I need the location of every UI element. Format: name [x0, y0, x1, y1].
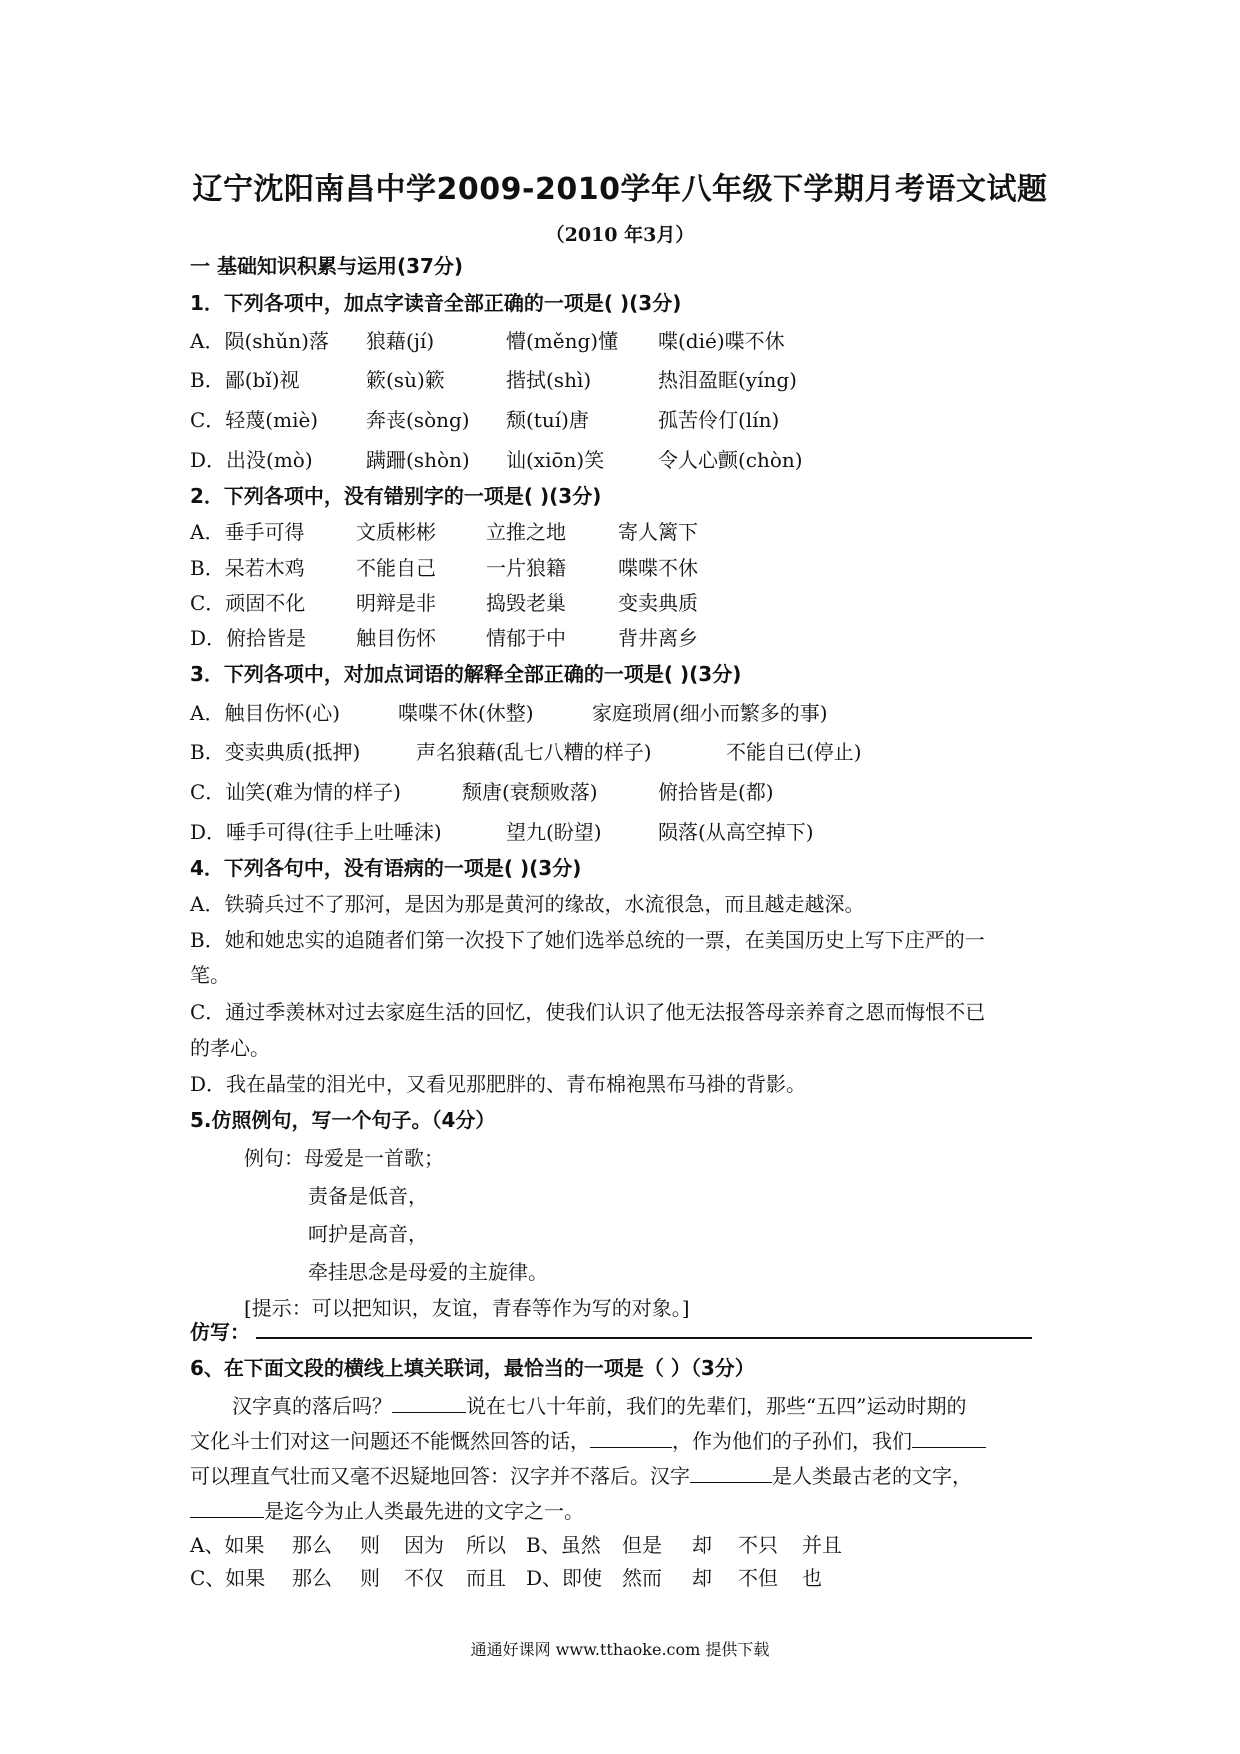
q6-ab-2: 那么: [292, 1533, 332, 1557]
question-5-stem: 5.仿照例句，写一个句子。（4分）: [190, 1108, 496, 1132]
q6-text-1b: 说在七八十年前，我们的先辈们，那些“五四”运动时期的: [466, 1394, 967, 1418]
q6-passage-line4: [190, 1499, 584, 1521]
q2-b-4: 喋喋不休: [618, 556, 698, 580]
q6-cd-8: 却: [692, 1566, 712, 1590]
q1-a-1: A．陨(shǔn)落: [190, 329, 329, 353]
q6-blank-1[interactable]: [392, 1394, 466, 1413]
q6-cd-5: 而且: [466, 1566, 506, 1590]
q3-c-1: C．讪笑(难为情的样子): [190, 780, 401, 804]
q6-ab-7: 但是: [622, 1533, 662, 1557]
q6-passage-line2: [190, 1429, 986, 1451]
q6-cd-4: 不仅: [404, 1566, 444, 1590]
q5-example-line2: 责备是低音，: [308, 1184, 428, 1208]
question-6-stem: 6、在下面文段的横线上填关联词，最恰当的一项是（ ）（3分）: [190, 1356, 755, 1380]
q3-b-1: B．变卖典质(抵押): [190, 740, 361, 764]
q4-option-b-line2: 笔。: [190, 963, 230, 987]
q3-d-1: D．唾手可得(往手上吐唾沫): [190, 820, 442, 844]
q4-option-a: A．铁骑兵过不了那河，是因为那是黄河的缘故，水流很急，而且越走越深。: [190, 892, 865, 916]
q1-b-3: 揩拭(shì): [506, 368, 592, 392]
q1-a-2: 狼藉(jí): [366, 329, 435, 353]
q6-cd-6: D、即使: [526, 1566, 603, 1590]
question-3-stem: 3．下列各项中，对加点词语的解释全部正确的一项是( )(3分): [190, 662, 742, 686]
q3-b-2: 声名狼藉(乱七八糟的样子): [416, 740, 652, 764]
q2-d-1: D．俯拾皆是: [190, 626, 307, 650]
q2-d-2: 触目伤怀: [356, 626, 436, 650]
q5-answer-line[interactable]: [256, 1337, 1032, 1339]
question-4-stem: 4．下列各句中，没有语病的一项是( )(3分): [190, 856, 582, 880]
section-heading: 一 基础知识积累与运用(37分): [190, 254, 464, 278]
q6-text-2a: 文化斗士们对这一问题还不能慨然回答的话，: [190, 1429, 590, 1453]
q2-b-3: 一片狼籍: [486, 556, 566, 580]
q6-cd-7: 然而: [622, 1566, 662, 1590]
q6-ab-4: 因为: [404, 1533, 444, 1557]
q6-ab-3: 则: [360, 1533, 380, 1557]
q3-d-2: 望九(盼望): [506, 820, 602, 844]
q3-a-1: A．触目伤怀(心): [190, 701, 341, 725]
q6-cd-9: 不但: [738, 1566, 778, 1590]
q2-b-2: 不能自己: [356, 556, 436, 580]
q3-c-2: 颓唐(衰颓败落): [462, 780, 598, 804]
q2-c-3: 捣毁老巢: [486, 591, 566, 615]
question-2-stem: 2．下列各项中，没有错别字的一项是( )(3分): [190, 484, 602, 508]
q1-c-1: C．轻蔑(miè): [190, 408, 319, 432]
q5-example-line1: 例句：母爱是一首歌；: [244, 1146, 444, 1170]
q6-ab-9: 不只: [738, 1533, 778, 1557]
q4-option-d: D．我在晶莹的泪光中，又看见那肥胖的、青布棉袍黑布马褂的背影。: [190, 1072, 807, 1096]
q3-c-3: 俯拾皆是(都): [658, 780, 774, 804]
q1-d-1: D．出没(mò): [190, 448, 313, 472]
q2-d-4: 背井离乡: [618, 626, 698, 650]
q5-answer-label: 仿写：: [190, 1320, 250, 1344]
q6-passage-line1: [232, 1394, 966, 1416]
q1-d-2: 蹒跚(shòn): [366, 448, 470, 472]
exam-date: （2010 年3月）: [545, 224, 695, 246]
q3-a-2: 喋喋不休(休整): [398, 701, 534, 725]
q4-option-b-line1: B．她和她忠实的追随者们第一次投下了她们选举总统的一票，在美国历史上写下庄严的一: [190, 928, 985, 952]
q6-cd-3: 则: [360, 1566, 380, 1590]
q1-b-2: 簌(sù)簌: [366, 368, 445, 392]
q6-ab-1: A、如果: [190, 1533, 265, 1557]
q6-text-2b: ，作为他们的子孙们，我们: [672, 1429, 912, 1453]
q6-blank-4[interactable]: [690, 1464, 772, 1483]
q1-c-2: 奔丧(sòng): [366, 408, 470, 432]
q1-a-3: 懵(měng)懂: [506, 329, 619, 353]
q1-b-4: 热泪盈眶(yíng): [658, 368, 797, 392]
q2-d-3: 情郁于中: [486, 626, 566, 650]
q6-text-3b: 是人类最古老的文字，: [772, 1464, 972, 1488]
q2-c-1: C．顽固不化: [190, 591, 306, 615]
q1-c-3: 颓(tuí)唐: [506, 408, 589, 432]
q6-blank-2[interactable]: [590, 1429, 672, 1448]
q2-a-2: 文质彬彬: [356, 520, 436, 544]
q6-blank-5[interactable]: [190, 1499, 264, 1518]
q5-example-line3: 呵护是高音，: [308, 1222, 428, 1246]
q1-d-4: 令人心颤(chòn): [658, 448, 803, 472]
q2-a-1: A．垂手可得: [190, 520, 305, 544]
q5-hint: [提示：可以把知识，友谊，青春等作为写的对象。]: [244, 1296, 690, 1320]
question-1-stem: 1．下列各项中，加点字读音全部正确的一项是( )(3分): [190, 291, 682, 315]
page-title: 辽宁沈阳南昌中学2009-2010学年八年级下学期月考语文试题: [192, 172, 1048, 207]
q3-b-3: 不能自已(停止): [726, 740, 862, 764]
page-footer: 通通好课网 www.tthaoke.com 提供下载: [470, 1640, 770, 1659]
q2-a-3: 立推之地: [486, 520, 566, 544]
q1-b-1: B．鄙(bǐ)视: [190, 368, 300, 392]
q6-ab-5: 所以: [466, 1533, 506, 1557]
q4-option-c-line2: 的孝心。: [190, 1036, 270, 1060]
q6-cd-10: 也: [802, 1566, 822, 1590]
q6-text-1a: 汉字真的落后吗？: [232, 1394, 392, 1418]
q3-a-3: 家庭琐屑(细小而繁多的事): [592, 701, 828, 725]
q2-c-4: 变卖典质: [618, 591, 698, 615]
q1-c-4: 孤苦伶仃(lín): [658, 408, 780, 432]
q4-option-c-line1: C．通过季羡林对过去家庭生活的回忆，使我们认识了他无法报答母亲养育之恩而悔恨不已: [190, 1000, 986, 1024]
q1-d-3: 讪(xiōn)笑: [506, 448, 605, 472]
q6-text-4: 是迄今为止人类最先进的文字之一。: [264, 1499, 584, 1523]
q2-c-2: 明辩是非: [356, 591, 436, 615]
q5-example-line4: 牵挂思念是母爱的主旋律。: [308, 1260, 548, 1284]
q1-a-4: 喋(dié)喋不休: [658, 329, 785, 353]
q6-cd-1: C、如果: [190, 1566, 266, 1590]
q3-d-3: 陨落(从高空掉下): [658, 820, 814, 844]
q2-a-4: 寄人篱下: [618, 520, 698, 544]
q6-ab-10: 并且: [802, 1533, 842, 1557]
q6-blank-3[interactable]: [912, 1429, 986, 1448]
q6-cd-2: 那么: [292, 1566, 332, 1590]
q6-ab-8: 却: [692, 1533, 712, 1557]
q2-b-1: B．呆若木鸡: [190, 556, 305, 580]
q6-text-3a: 可以理直气壮而又毫不迟疑地回答：汉字并不落后。汉字: [190, 1464, 690, 1488]
q6-ab-6: B、虽然: [526, 1533, 601, 1557]
q6-passage-line3: [190, 1464, 972, 1486]
